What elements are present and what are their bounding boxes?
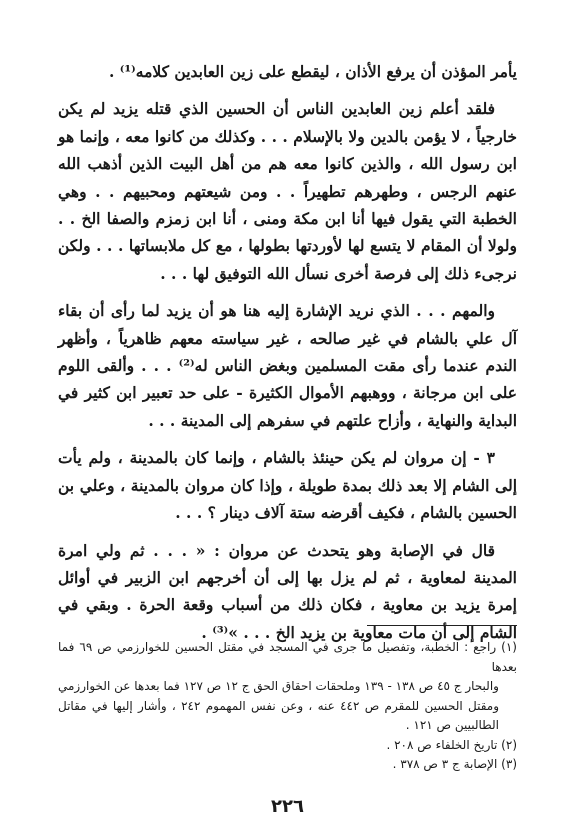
paragraph-gap xyxy=(58,287,517,297)
footnotes-section xyxy=(58,638,517,775)
book-page xyxy=(58,58,517,815)
body-paragraph-2: فلقد أعلم زين العابدين الناس أن الحسين الذي قتله يزيد لم يكن خارجياً ، لا يؤمن بالدين ولا بالإسلام . . . وكذلك من كانوا معه ، وإنما هو ابن رسول الله ، والذين كانوا معه هم من أهل البيت الذين أذهب الله عنهم الرجس ، وطهرهم تطهيراً . . ومن شيعتهم ومحبيهم . . وهي الخطبة التي يقول فيها أنا ابن مكة ومنى ، أنا ابن زمزم والصفا الخ . . ولولا أن المقام لا يتسع لها لأوردتها بطولها ، مع كل ملابساتها . . . ولكن نرجىء ذلك إلى فرصة أخرى نسأل الله التوفيق لها . . . xyxy=(58,99,517,283)
footnote-1-continuation: والبحار ج ٤٥ ص ١٣٨ - ١٣٩ وملحقات احقاق الحق ج ١٢ ص ١٢٧ فما بعدها عن الخوارزمي ومقتل الحسين للمقرم ص ٤٤٢ عنه ، وعن نفس المهموم ٢٤٢ ، وأشار إليها في مقاتل الطالبيين ص ١٢١ . xyxy=(58,679,499,732)
body-paragraph-4: ٣ - إن مروان لم يكن حينئذ بالشام ، وإنما كان بالمدينة ، ولم يأت إلى الشام إلا بعد ذلك بمدة طويلة ، وإذا كان مروان بالمدينة ، وعلي بن الحسين بالشام ، فكيف أقرضه ستة آلاف دينار ؟ . . . xyxy=(58,448,517,523)
paragraph-gap xyxy=(58,434,517,444)
page-number: ٢٢٦ xyxy=(271,796,304,817)
body-paragraph-5: قال في الإصابة وهو يتحدث عن مروان : « . . . ثم ولي امرة المدينة لمعاوية ، ثم لم يزل بها إلى أن أخرجهم ابن الزبير في أوائل إمرة يزيد بن معاوية ، فكان ذلك من أسباب وقعة الحرة . وبقي في الشام إلى أن مات معاوية بن يزيد الخ . . . »⁽³⁾ . xyxy=(58,540,517,642)
body-paragraph-3: والمهم . . . الذي نريد الإشارة إليه هنا هو أن يزيد لما رأى أن بقاء آل علي بالشام في غير صالحه ، غير سياسته معهم ظاهرياً ، وأظهر الندم عندما رأى مقت المسلمين وبغض الناس له⁽²⁾ . . . وألقى اللوم على ابن مرجانة ، ووهبهم الأموال الكثيرة - على حد تعبير ابن كثير في البداية والنهاية ، وأزاح علتهم في سفرهم إلى المدينة . . . xyxy=(58,301,517,430)
paragraph-gap xyxy=(58,527,517,537)
footnote-2: (٢) تاريخ الخلفاء ص ٢٠٨ . xyxy=(386,737,517,752)
footnote-1: (١) راجع : الخطبة، وتفصيل ما جرى في المسجد في مقتل الحسين للخوارزمي ص ٦٩ فما بعدها xyxy=(58,640,517,674)
footnote-3: (٣) الإصابة ج ٣ ص ٣٧٨ . xyxy=(392,757,517,771)
body-paragraph-1: يأمر المؤذن أن يرفع الأذان ، ليقطع على زين العابدين كلامه⁽¹⁾ . xyxy=(108,62,517,81)
footnote-divider xyxy=(367,625,517,626)
paragraph-gap xyxy=(58,85,517,95)
